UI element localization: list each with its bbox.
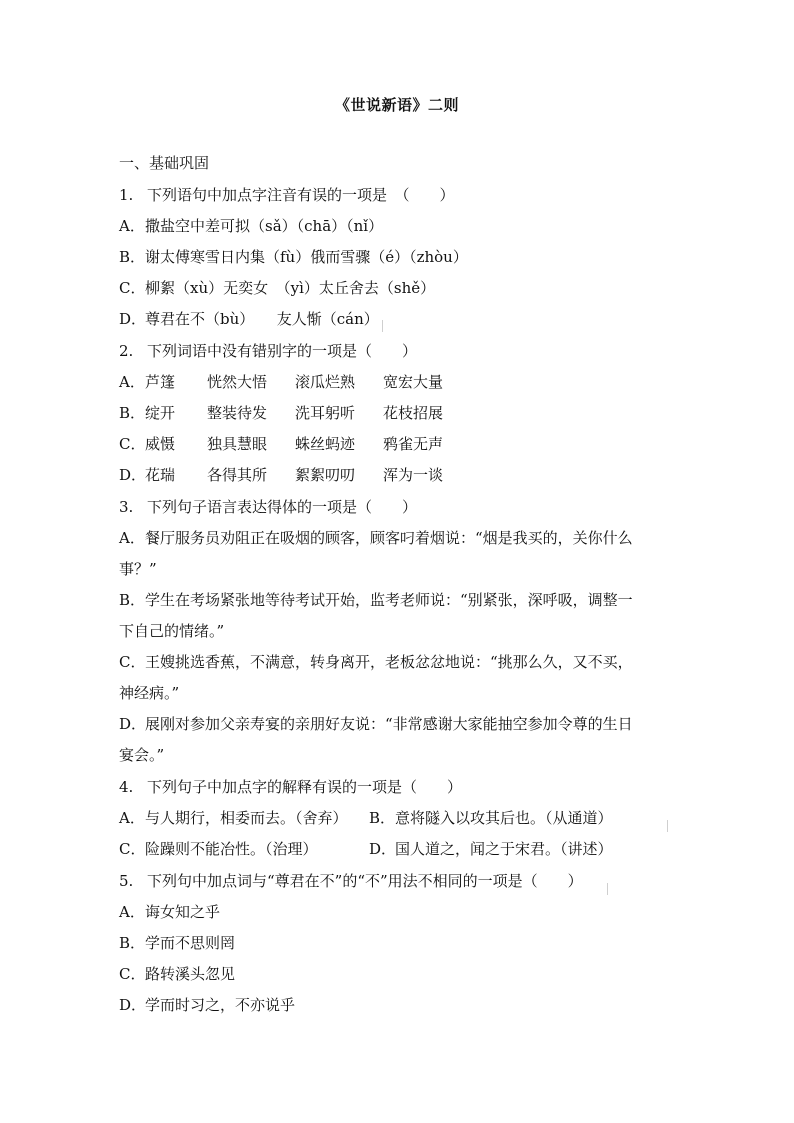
option-text: 路转溪头忽见 <box>145 965 236 983</box>
q5-option-b <box>119 932 679 954</box>
option-label: D． <box>119 310 147 328</box>
q2-option-b <box>119 402 679 424</box>
word-item: 花枝招展 <box>383 404 444 422</box>
q3-option-b-cont: 下自己的情绪。” <box>119 622 225 640</box>
q3-option-a-cont: 事？” <box>119 560 157 578</box>
option-label: B． <box>119 591 146 609</box>
option-label: A． <box>119 903 145 921</box>
q4-options-cd <box>119 838 679 860</box>
question-number: 2. <box>119 342 134 360</box>
q1-option-c <box>119 277 679 299</box>
q3-option-d <box>119 713 679 735</box>
option-label: D． <box>119 466 147 484</box>
q5-option-c <box>119 963 679 985</box>
paragraph-mark <box>382 320 383 332</box>
option-label: B． <box>369 809 396 827</box>
question-2 <box>119 340 679 362</box>
paragraph-mark <box>667 820 668 832</box>
option-text: 意将隧入以攻其后也。（从通道） <box>395 809 613 827</box>
q3-option-d-cont: 宴会。” <box>119 746 165 764</box>
word-item: 绽开 <box>145 404 176 422</box>
option-text: 学而不思则罔 <box>145 934 236 952</box>
option-label: D． <box>369 840 397 858</box>
q1-option-d <box>119 308 679 330</box>
question-stem: 下列句中加点词与“尊君在不”的“不”用法不相同的一项是（ ） <box>147 872 583 890</box>
question-stem: 下列句子语言表达得体的一项是（ ） <box>147 498 418 516</box>
option-label: D． <box>119 715 147 733</box>
option-text: 学生在考场紧张地等待考试开始，监考老师说：“别紧张，深呼吸，调整一 <box>145 591 633 609</box>
q3-option-b <box>119 589 679 611</box>
option-label: C． <box>119 435 146 453</box>
word-item: 威慑 <box>145 435 176 453</box>
option-text: 展刚对参加父亲寿宴的亲朋好友说：“非常感谢大家能抽空参加令尊的生日 <box>145 715 633 733</box>
question-4 <box>119 776 679 798</box>
question-stem: 下列句子中加点字的解释有误的一项是（ ） <box>147 778 463 796</box>
word-item: 蛛丝蚂迹 <box>295 435 356 453</box>
question-3 <box>119 496 679 518</box>
option-text: 尊君在不（bù） 友人惭（cán） <box>145 310 379 328</box>
word-item: 整装待发 <box>207 404 268 422</box>
q1-option-a <box>119 215 679 237</box>
option-text: 柳絮（xù）无奕女 （yì）太丘舍去（shě） <box>145 279 436 297</box>
option-text: 谢太傅寒雪日内集（fù）俄而雪骤（é）（zhòu） <box>145 248 468 266</box>
section-heading: 一、基础巩固 <box>119 154 210 172</box>
question-number: 4. <box>119 778 134 796</box>
question-1 <box>119 184 679 206</box>
word-item: 各得其所 <box>207 466 268 484</box>
option-label: A． <box>119 809 145 827</box>
word-item: 独具慧眼 <box>207 435 268 453</box>
word-item: 浑为一谈 <box>383 466 444 484</box>
q5-option-a <box>119 901 679 923</box>
option-text: 与人期行，相委而去。（舍弃） <box>145 809 348 827</box>
option-text: 餐厅服务员劝阻正在吸烟的顾客，顾客叼着烟说：“烟是我买的，关你什么 <box>145 529 633 547</box>
option-label: B． <box>119 934 146 952</box>
option-label: C． <box>119 279 146 297</box>
question-number: 5. <box>119 872 134 890</box>
option-text: 诲女知之乎 <box>145 903 221 921</box>
option-text: 王嫂挑选香蕉，不满意，转身离开，老板忿忿地说：“挑那么久，又不买， <box>145 653 633 671</box>
question-stem: 下列词语中没有错别字的一项是（ ） <box>147 342 418 360</box>
q1-option-b <box>119 246 679 268</box>
paragraph-mark <box>607 883 608 895</box>
q2-option-a <box>119 371 679 393</box>
question-number: 3. <box>119 498 134 516</box>
document-title: 《世说新语》二则 <box>334 96 459 114</box>
option-label: D． <box>119 996 147 1014</box>
option-label: C． <box>119 840 146 858</box>
q2-option-c <box>119 433 679 455</box>
word-item: 滚瓜烂熟 <box>295 373 356 391</box>
option-label: B． <box>119 248 146 266</box>
question-number: 1. <box>119 186 134 204</box>
q3-option-a <box>119 527 679 549</box>
q2-option-d <box>119 464 679 486</box>
q4-options-ab <box>119 807 679 829</box>
q3-option-c-cont: 神经病。” <box>119 684 180 702</box>
option-label: B． <box>119 404 146 422</box>
option-label: A． <box>119 529 145 547</box>
word-item: 絮絮叨叨 <box>295 466 356 484</box>
word-item: 花瑞 <box>145 466 176 484</box>
word-item: 恍然大悟 <box>207 373 268 391</box>
option-label: A． <box>119 217 145 235</box>
word-item: 鸦雀无声 <box>383 435 444 453</box>
question-5 <box>119 870 679 892</box>
q5-option-d <box>119 994 679 1016</box>
option-text: 撒盐空中差可拟（sǎ）（chā）（nǐ） <box>145 217 384 235</box>
q3-option-c <box>119 651 679 673</box>
option-text: 国人道之，闻之于宋君。（讲述） <box>395 840 613 858</box>
option-label: C． <box>119 653 146 671</box>
word-item: 芦篷 <box>145 373 176 391</box>
question-stem: 下列语句中加点字注音有误的一项是 （ ） <box>147 186 455 204</box>
word-item: 洗耳躬听 <box>295 404 356 422</box>
option-label: C． <box>119 965 146 983</box>
option-text: 学而时习之，不亦说乎 <box>145 996 296 1014</box>
option-label: A． <box>119 373 145 391</box>
option-text: 险躁则不能冶性。（治理） <box>145 840 318 858</box>
word-item: 宽宏大量 <box>383 373 444 391</box>
